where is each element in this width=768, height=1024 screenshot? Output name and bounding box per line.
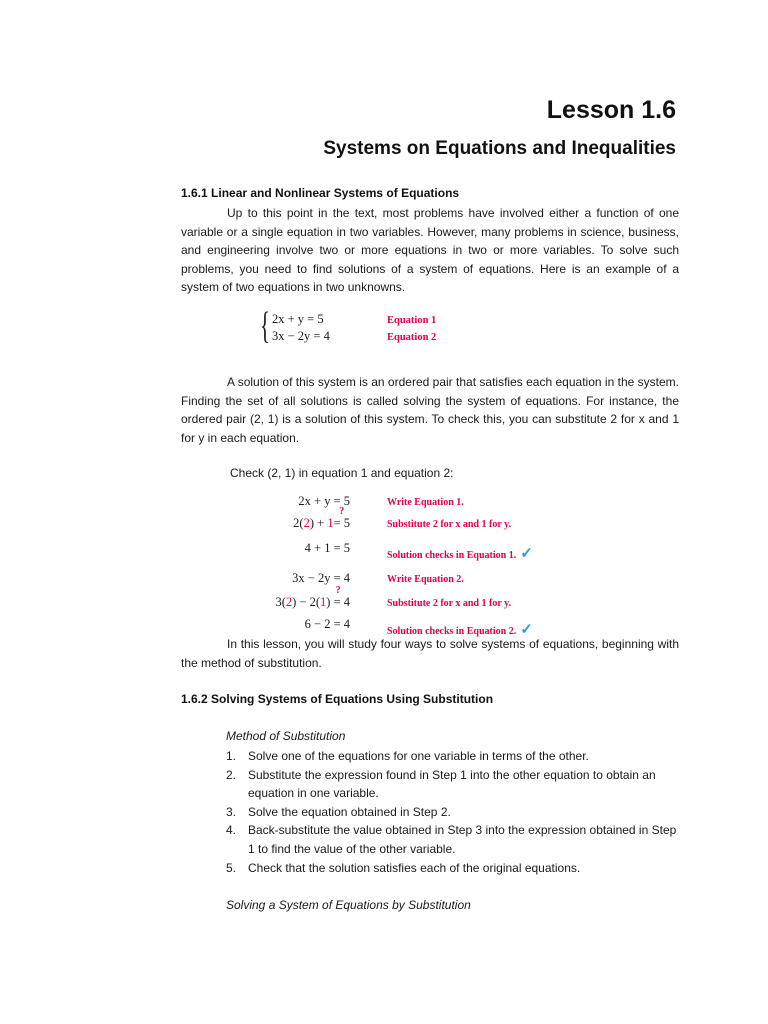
lesson-title: Lesson 1.6 <box>546 96 676 124</box>
list-item: 2. Substitute the expression found in Step 1 into the other equation to obtain an equation in one variable. <box>226 767 656 801</box>
check-row-2: 2(2) + 1 ? = 5 <box>293 506 350 530</box>
subsection-title: Solving a System of Equations by Substitution <box>226 898 471 912</box>
check-note-6: Solution checks in Equation 2. ✓ <box>387 622 533 638</box>
lesson-subtitle: Systems on Equations and Inequalities <box>323 138 676 159</box>
list-item: 1. Solve one of the equations for one variable in terms of the other. <box>226 749 589 763</box>
check-note-1: Write Equation 1. <box>387 497 464 508</box>
system-equation-2: 3x − 2y = 4 <box>272 329 330 343</box>
checkmark-icon: ✓ <box>520 622 533 638</box>
paragraph-lesson-overview: In this lesson, you will study four ways to solve systems of equations, beginning with the method of substitution. <box>181 637 679 670</box>
system-label-2: Equation 2 <box>387 332 437 343</box>
check-row-3: 4 + 1 = 5 <box>304 541 350 555</box>
checkmark-icon: ✓ <box>520 546 533 562</box>
check-note-5: Substitute 2 for x and 1 for y. <box>387 598 512 609</box>
section-heading-1: 1.6.1 Linear and Nonlinear Systems of Equations <box>181 186 460 200</box>
section-heading-2: 1.6.2 Solving Systems of Equations Using Substitution <box>181 692 494 706</box>
check-row-1: 2x + y = 5 <box>298 494 350 508</box>
check-intro: Check (2, 1) in equation 1 and equation 2: <box>230 466 454 480</box>
system-label-1: Equation 1 <box>387 315 437 326</box>
check-note-2: Substitute 2 for x and 1 for y. <box>387 519 512 530</box>
system-brace: { <box>260 305 271 347</box>
list-item: 5. Check that the solution satisfies each of the original equations. <box>226 860 581 875</box>
paragraph-solution: A solution of this system is an ordered pair that satisfies each equation in the system. Finding the set of all solutions is called solving the system of equations. For instance, the ordered pair (2, 1) is a solution of this system. To check this, you can substitute 2 for x and 1 for y in each equation. <box>181 375 679 445</box>
check-row-4: 3x − 2y = 4 <box>292 571 350 585</box>
list-item: 4. Back-substitute the value obtained in Step 3 into the expression obtained in Step 1 to find the value of the other variable. <box>226 823 677 856</box>
system-equation-1: 2x + y = 5 <box>272 312 324 326</box>
check-note-4: Write Equation 2. <box>387 574 464 585</box>
steps-list <box>226 747 686 877</box>
check-note-3: Solution checks in Equation 1. ✓ <box>387 546 533 562</box>
check-row-6: 6 − 2 = 4 <box>304 617 350 631</box>
list-item: 3. Solve the equation obtained in Step 2. <box>226 804 451 819</box>
check-row-5: 3(2) − 2(1 ? ) = 4 <box>275 585 350 609</box>
method-title: Method of Substitution <box>226 729 346 743</box>
paragraph-intro: Up to this point in the text, most problems have involved either a function of one variable or a single equation in two variables. However, many problems in science, business, and engineering involve two or more equations in two or more variables. To solve such problems, you need to find solutions of a system of equations. Here is an example of a system of two equations in two unknowns. <box>181 206 679 295</box>
